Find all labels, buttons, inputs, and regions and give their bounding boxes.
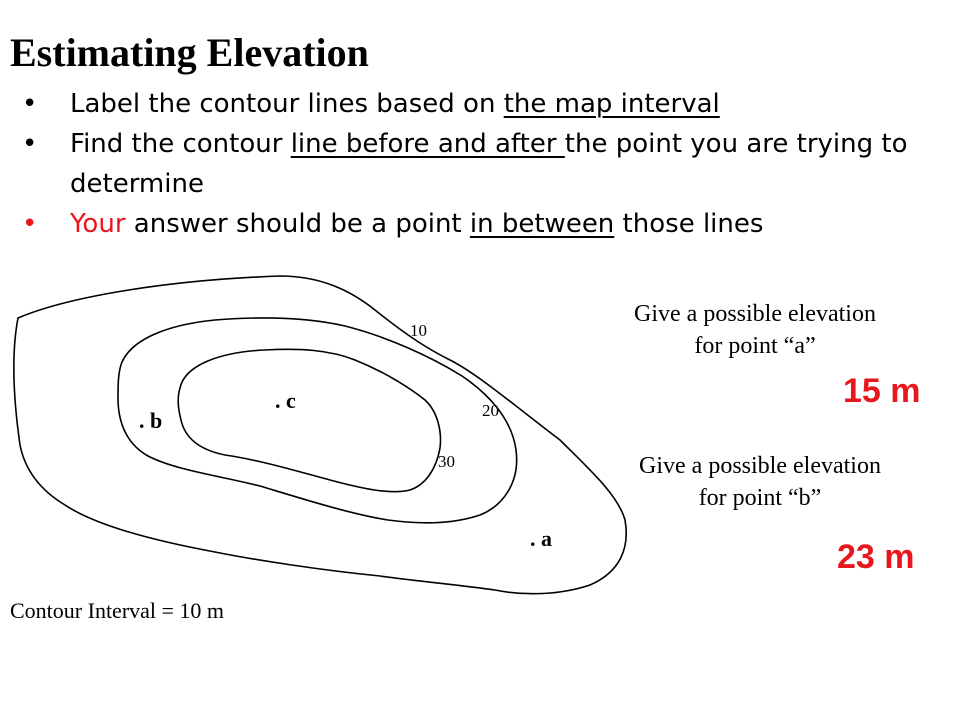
contour-label-10: 10 [410, 321, 427, 340]
bullet-1-underlined: the map interval [503, 89, 720, 119]
contour-interval-note: Contour Interval = 10 m [10, 598, 225, 623]
bullet-2-text: Find the contour [70, 129, 291, 159]
bullet-3-text-end: those lines [614, 209, 764, 239]
bullet-2 [0, 124, 950, 204]
bullet-3-text: answer should be a point [125, 209, 470, 239]
point-a: . a [530, 526, 552, 551]
bullet-2-underlined: line before and after [290, 129, 565, 159]
bullet-3 [0, 204, 950, 244]
contour-line-30 [178, 349, 440, 491]
bullet-1-text: Label the contour lines based on [70, 89, 504, 119]
bullet-dot-icon: • [22, 209, 38, 239]
bullet-2-text-end: the point you are trying to determine [70, 129, 908, 199]
contour-map [0, 270, 640, 600]
bullet-dot-icon: • [22, 89, 38, 119]
answer-b: 23 m [837, 538, 915, 576]
answer-a: 15 m [843, 372, 921, 410]
point-b: . b [139, 408, 163, 433]
slide-title: Estimating Elevation [10, 30, 369, 75]
contour-label-20: 20 [482, 401, 499, 420]
question-a: Give a possible elevation for point “a” [634, 301, 876, 359]
bullet-list [0, 84, 950, 244]
question-b: Give a possible elevation for point “b” [639, 453, 881, 511]
point-c: . c [275, 388, 296, 413]
bullet-1 [0, 84, 950, 124]
contour-label-30: 30 [438, 452, 455, 471]
bullet-3-red-word: Your [70, 209, 126, 239]
bullet-dot-icon: • [22, 129, 38, 159]
bullet-3-underlined: in between [469, 209, 615, 239]
contour-line-20 [118, 318, 517, 523]
